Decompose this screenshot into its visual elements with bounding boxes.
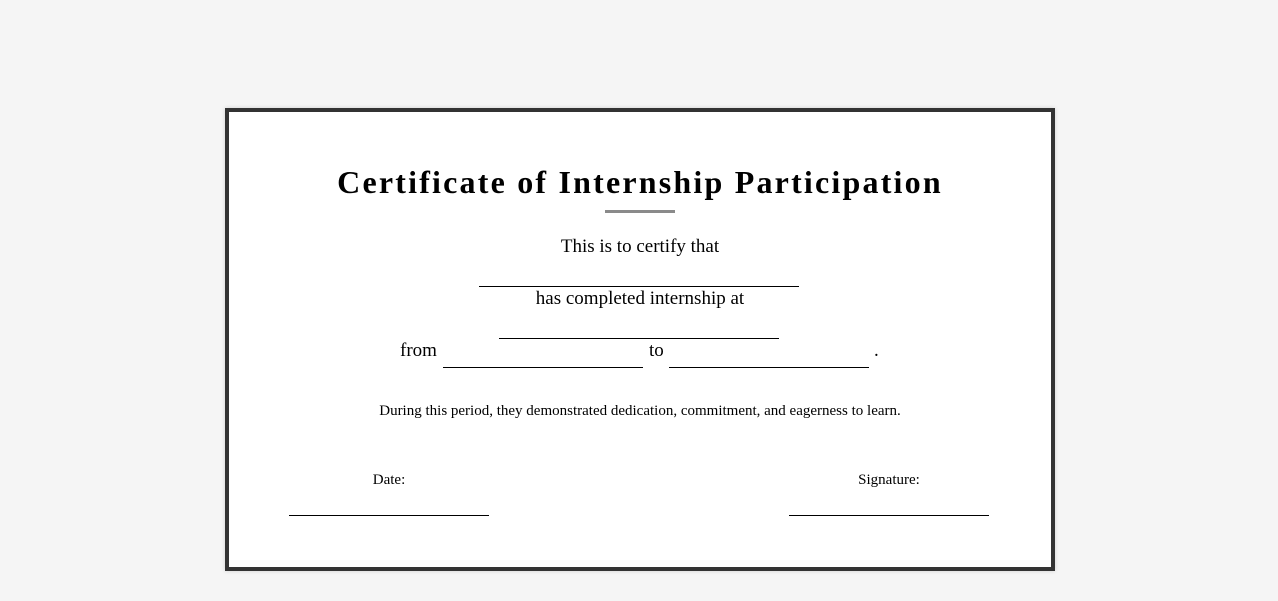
date-blank — [289, 515, 489, 516]
date-label: Date: — [372, 472, 406, 488]
end-date-blank — [669, 367, 869, 368]
signature-label: Signature: — [858, 472, 920, 488]
certificate-title: Certificate of Internship Participation — [337, 164, 943, 200]
certify-text: This is to certify that — [560, 236, 720, 257]
completed-text: has completed internship at — [535, 288, 745, 309]
title-divider — [605, 210, 675, 213]
to-label: to — [649, 340, 664, 361]
period-row — [229, 339, 1051, 369]
signature-blank — [789, 515, 989, 516]
start-date-blank — [443, 367, 643, 368]
certificate-card — [225, 108, 1055, 571]
period-end-mark: . — [874, 340, 879, 361]
body-text: During this period, they demonstrated dedication, commitment, and eagerness to learn. — [379, 403, 901, 419]
from-label: from — [400, 340, 437, 361]
